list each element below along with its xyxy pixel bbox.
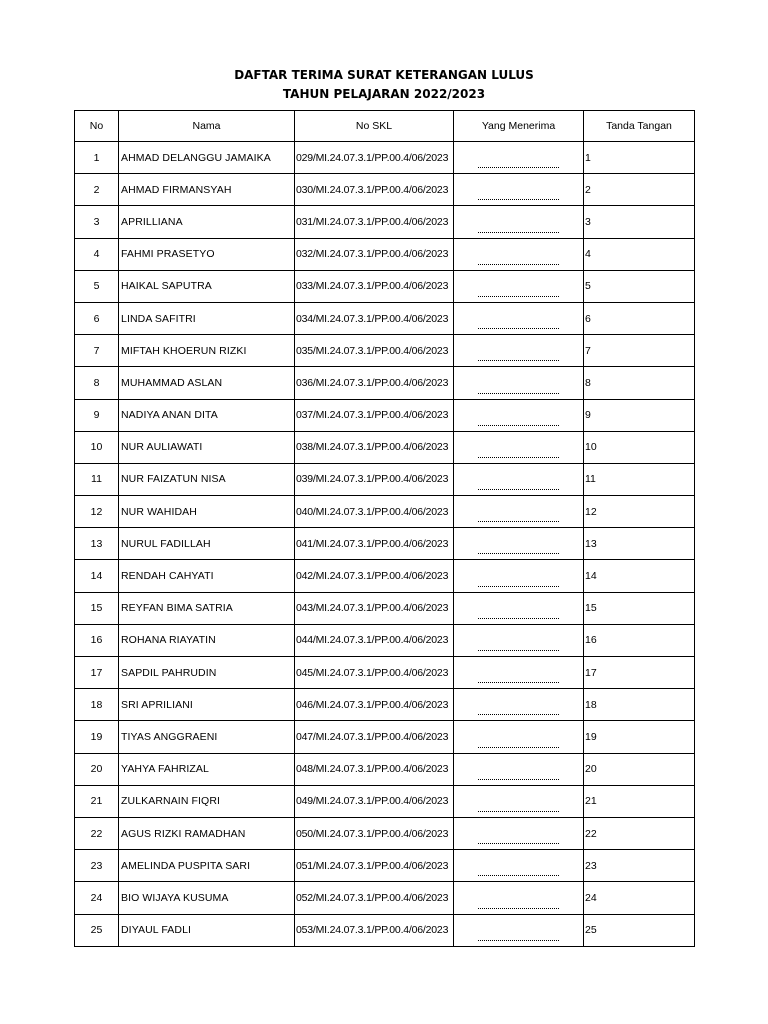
- dotted-line: [478, 811, 559, 812]
- dotted-line: [478, 875, 559, 876]
- signature-number: 19: [584, 721, 695, 753]
- student-name: BIO WIJAYA KUSUMA: [119, 882, 295, 914]
- signature-number: 22: [584, 817, 695, 849]
- student-name: AMELINDA PUSPITA SARI: [119, 850, 295, 882]
- recipient-signature-line: [454, 914, 584, 946]
- recipient-signature-line: [454, 463, 584, 495]
- skl-number: 048/MI.24.07.3.1/PP.00.4/06/2023: [295, 753, 454, 785]
- student-name: NUR AULIAWATI: [119, 431, 295, 463]
- document-header: [0, 66, 768, 104]
- recipient-signature-line: [454, 335, 584, 367]
- skl-number: 037/MI.24.07.3.1/PP.00.4/06/2023: [295, 399, 454, 431]
- student-name: NUR WAHIDAH: [119, 496, 295, 528]
- table-row: [75, 302, 695, 334]
- row-number: 7: [75, 335, 119, 367]
- dotted-line: [478, 650, 559, 651]
- document-title: DAFTAR TERIMA SURAT KETERANGAN LULUS: [234, 68, 534, 82]
- student-name: FAHMI PRASETYO: [119, 238, 295, 270]
- header-nama: Nama: [119, 111, 295, 142]
- row-number: 20: [75, 753, 119, 785]
- dotted-line: [478, 521, 559, 522]
- student-name: YAHYA FAHRIZAL: [119, 753, 295, 785]
- skl-number: 034/MI.24.07.3.1/PP.00.4/06/2023: [295, 302, 454, 334]
- table-row: [75, 463, 695, 495]
- skl-number: 047/MI.24.07.3.1/PP.00.4/06/2023: [295, 721, 454, 753]
- skl-number: 031/MI.24.07.3.1/PP.00.4/06/2023: [295, 206, 454, 238]
- dotted-line: [478, 779, 559, 780]
- student-name: MIFTAH KHOERUN RIZKI: [119, 335, 295, 367]
- dotted-line: [478, 328, 559, 329]
- signature-number: 6: [584, 302, 695, 334]
- skl-number: 033/MI.24.07.3.1/PP.00.4/06/2023: [295, 270, 454, 302]
- table-row: [75, 785, 695, 817]
- student-name: MUHAMMAD ASLAN: [119, 367, 295, 399]
- signature-number: 5: [584, 270, 695, 302]
- signature-number: 25: [584, 914, 695, 946]
- student-name: NURUL FADILLAH: [119, 528, 295, 560]
- recipient-signature-line: [454, 785, 584, 817]
- skl-number: 041/MI.24.07.3.1/PP.00.4/06/2023: [295, 528, 454, 560]
- document-subtitle: TAHUN PELAJARAN 2022/2023: [282, 87, 486, 101]
- row-number: 12: [75, 496, 119, 528]
- row-number: 24: [75, 882, 119, 914]
- dotted-line: [478, 747, 559, 748]
- table-row: [75, 431, 695, 463]
- table-header-row: [75, 111, 695, 142]
- skl-number: 043/MI.24.07.3.1/PP.00.4/06/2023: [295, 592, 454, 624]
- header-tanda-tangan: Tanda Tangan: [584, 111, 695, 142]
- recipient-signature-line: [454, 399, 584, 431]
- skl-number: 029/MI.24.07.3.1/PP.00.4/06/2023: [295, 142, 454, 174]
- recipient-table: [74, 110, 695, 947]
- dotted-line: [478, 457, 559, 458]
- skl-number: 035/MI.24.07.3.1/PP.00.4/06/2023: [295, 335, 454, 367]
- skl-number: 038/MI.24.07.3.1/PP.00.4/06/2023: [295, 431, 454, 463]
- student-name: AHMAD FIRMANSYAH: [119, 174, 295, 206]
- row-number: 25: [75, 914, 119, 946]
- table-row: [75, 882, 695, 914]
- row-number: 11: [75, 463, 119, 495]
- row-number: 9: [75, 399, 119, 431]
- row-number: 21: [75, 785, 119, 817]
- dotted-line: [478, 553, 559, 554]
- signature-number: 13: [584, 528, 695, 560]
- header-no-skl: No SKL: [295, 111, 454, 142]
- student-name: NADIYA ANAN DITA: [119, 399, 295, 431]
- row-number: 16: [75, 624, 119, 656]
- skl-number: 039/MI.24.07.3.1/PP.00.4/06/2023: [295, 463, 454, 495]
- dotted-line: [478, 264, 559, 265]
- table-row: [75, 592, 695, 624]
- student-name: ROHANA RIAYATIN: [119, 624, 295, 656]
- signature-number: 15: [584, 592, 695, 624]
- table-row: [75, 142, 695, 174]
- signature-number: 8: [584, 367, 695, 399]
- skl-number: 053/MI.24.07.3.1/PP.00.4/06/2023: [295, 914, 454, 946]
- recipient-signature-line: [454, 624, 584, 656]
- table-row: [75, 624, 695, 656]
- recipient-signature-line: [454, 142, 584, 174]
- student-name: DIYAUL FADLI: [119, 914, 295, 946]
- row-number: 23: [75, 850, 119, 882]
- student-name: AHMAD DELANGGU JAMAIKA: [119, 142, 295, 174]
- table-row: [75, 914, 695, 946]
- row-number: 10: [75, 431, 119, 463]
- student-name: LINDA SAFITRI: [119, 302, 295, 334]
- table-row: [75, 496, 695, 528]
- skl-number: 052/MI.24.07.3.1/PP.00.4/06/2023: [295, 882, 454, 914]
- recipient-signature-line: [454, 431, 584, 463]
- row-number: 18: [75, 689, 119, 721]
- recipient-signature-line: [454, 721, 584, 753]
- skl-number: 040/MI.24.07.3.1/PP.00.4/06/2023: [295, 496, 454, 528]
- row-number: 13: [75, 528, 119, 560]
- dotted-line: [478, 682, 559, 683]
- dotted-line: [478, 489, 559, 490]
- table-row: [75, 367, 695, 399]
- student-name: SRI APRILIANI: [119, 689, 295, 721]
- recipient-signature-line: [454, 302, 584, 334]
- signature-number: 10: [584, 431, 695, 463]
- row-number: 5: [75, 270, 119, 302]
- signature-number: 3: [584, 206, 695, 238]
- recipient-signature-line: [454, 174, 584, 206]
- signature-number: 1: [584, 142, 695, 174]
- signature-number: 12: [584, 496, 695, 528]
- signature-number: 14: [584, 560, 695, 592]
- row-number: 3: [75, 206, 119, 238]
- dotted-line: [478, 232, 559, 233]
- skl-number: 032/MI.24.07.3.1/PP.00.4/06/2023: [295, 238, 454, 270]
- dotted-line: [478, 425, 559, 426]
- dotted-line: [478, 167, 559, 168]
- table-row: [75, 753, 695, 785]
- skl-number: 050/MI.24.07.3.1/PP.00.4/06/2023: [295, 817, 454, 849]
- signature-number: 18: [584, 689, 695, 721]
- table-row: [75, 399, 695, 431]
- table-row: [75, 560, 695, 592]
- skl-number: 030/MI.24.07.3.1/PP.00.4/06/2023: [295, 174, 454, 206]
- skl-number: 044/MI.24.07.3.1/PP.00.4/06/2023: [295, 624, 454, 656]
- row-number: 2: [75, 174, 119, 206]
- recipient-signature-line: [454, 560, 584, 592]
- signature-number: 16: [584, 624, 695, 656]
- student-name: AGUS RIZKI RAMADHAN: [119, 817, 295, 849]
- recipient-signature-line: [454, 528, 584, 560]
- table-row: [75, 270, 695, 302]
- recipient-signature-line: [454, 270, 584, 302]
- row-number: 1: [75, 142, 119, 174]
- dotted-line: [478, 199, 559, 200]
- table-row: [75, 528, 695, 560]
- recipient-signature-line: [454, 206, 584, 238]
- dotted-line: [478, 586, 559, 587]
- table-row: [75, 206, 695, 238]
- recipient-signature-line: [454, 817, 584, 849]
- dotted-line: [478, 908, 559, 909]
- skl-number: 036/MI.24.07.3.1/PP.00.4/06/2023: [295, 367, 454, 399]
- recipient-signature-line: [454, 238, 584, 270]
- signature-number: 9: [584, 399, 695, 431]
- skl-number: 051/MI.24.07.3.1/PP.00.4/06/2023: [295, 850, 454, 882]
- dotted-line: [478, 618, 559, 619]
- dotted-line: [478, 360, 559, 361]
- signature-number: 17: [584, 657, 695, 689]
- table-row: [75, 335, 695, 367]
- signature-number: 21: [584, 785, 695, 817]
- table-row: [75, 817, 695, 849]
- header-no: No: [75, 111, 119, 142]
- table-row: [75, 174, 695, 206]
- recipient-signature-line: [454, 592, 584, 624]
- recipient-signature-line: [454, 850, 584, 882]
- dotted-line: [478, 843, 559, 844]
- skl-number: 046/MI.24.07.3.1/PP.00.4/06/2023: [295, 689, 454, 721]
- signature-number: 4: [584, 238, 695, 270]
- row-number: 17: [75, 657, 119, 689]
- signature-number: 2: [584, 174, 695, 206]
- table-row: [75, 721, 695, 753]
- signature-number: 24: [584, 882, 695, 914]
- recipient-signature-line: [454, 496, 584, 528]
- student-name: SAPDIL PAHRUDIN: [119, 657, 295, 689]
- table-row: [75, 850, 695, 882]
- table-row: [75, 657, 695, 689]
- student-name: TIYAS ANGGRAENI: [119, 721, 295, 753]
- recipient-signature-line: [454, 689, 584, 721]
- skl-number: 045/MI.24.07.3.1/PP.00.4/06/2023: [295, 657, 454, 689]
- signature-number: 7: [584, 335, 695, 367]
- dotted-line: [478, 714, 559, 715]
- table-row: [75, 689, 695, 721]
- student-name: ZULKARNAIN FIQRI: [119, 785, 295, 817]
- row-number: 22: [75, 817, 119, 849]
- signature-number: 20: [584, 753, 695, 785]
- dotted-line: [478, 296, 559, 297]
- dotted-line: [478, 393, 559, 394]
- row-number: 8: [75, 367, 119, 399]
- student-name: HAIKAL SAPUTRA: [119, 270, 295, 302]
- student-name: REYFAN BIMA SATRIA: [119, 592, 295, 624]
- table-row: [75, 238, 695, 270]
- row-number: 14: [75, 560, 119, 592]
- row-number: 4: [75, 238, 119, 270]
- dotted-line: [478, 940, 559, 941]
- row-number: 19: [75, 721, 119, 753]
- header-yang-menerima: Yang Menerima: [454, 111, 584, 142]
- skl-number: 049/MI.24.07.3.1/PP.00.4/06/2023: [295, 785, 454, 817]
- student-name: RENDAH CAHYATI: [119, 560, 295, 592]
- table-body: [75, 142, 695, 947]
- recipient-signature-line: [454, 882, 584, 914]
- recipient-signature-line: [454, 367, 584, 399]
- signature-number: 11: [584, 463, 695, 495]
- signature-number: 23: [584, 850, 695, 882]
- recipient-signature-line: [454, 753, 584, 785]
- row-number: 6: [75, 302, 119, 334]
- row-number: 15: [75, 592, 119, 624]
- student-name: NUR FAIZATUN NISA: [119, 463, 295, 495]
- student-name: APRILLIANA: [119, 206, 295, 238]
- skl-number: 042/MI.24.07.3.1/PP.00.4/06/2023: [295, 560, 454, 592]
- recipient-signature-line: [454, 657, 584, 689]
